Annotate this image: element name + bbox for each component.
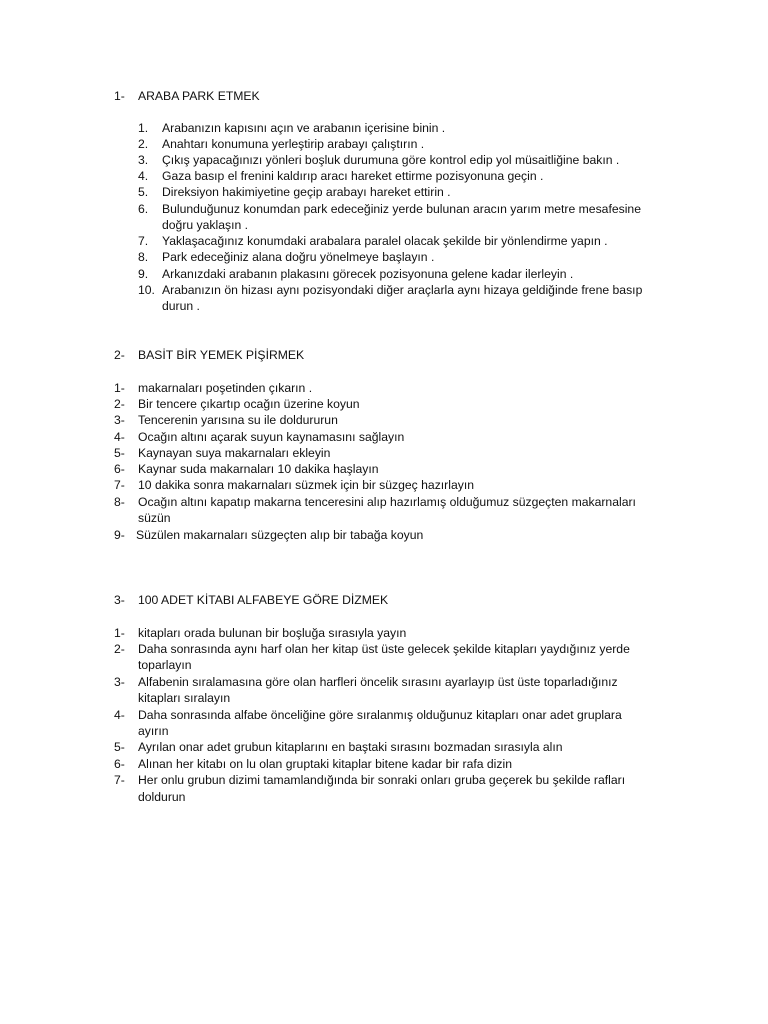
list-item-number: 3.	[138, 153, 149, 167]
list-item-continuation: doğru yaklaşın .	[162, 218, 249, 232]
list-item-number: 1-	[114, 626, 125, 640]
list-item-number: 5.	[138, 185, 149, 199]
list-item-number: 4.	[138, 169, 149, 183]
list-item: Ocağın altını açarak suyun kaynamasını sağlayın	[138, 430, 405, 444]
list-item-number: 6-	[114, 462, 125, 476]
list-item-number: 9-	[114, 528, 125, 542]
list-item: Daha sonrasında alfabe önceliğine göre sıralanmış olduğunuz kitapları onar adet gruplara	[138, 708, 622, 722]
list-item: Her onlu grubun dizimi tamamlandığında bir sonraki onları gruba geçerek bu şekilde rafları	[138, 773, 626, 787]
list-item-number: 9.	[138, 267, 149, 281]
list-item-continuation: toparlayın	[138, 658, 192, 672]
list-item-number: 2-	[114, 397, 125, 411]
section-number: 2-	[114, 348, 125, 362]
list-item-number: 5-	[114, 446, 125, 460]
list-item-number: 7.	[138, 234, 149, 248]
list-item: Arabanızın kapısını açın ve arabanın içerisine binin .	[162, 121, 446, 135]
list-item: Ayrılan onar adet grubun kitaplarını en baştaki sırasını bozmadan sırasıyla alın	[138, 740, 563, 754]
list-item-number: 1.	[138, 121, 149, 135]
list-item-number: 2-	[114, 642, 125, 656]
list-item: Alınan her kitabı on lu olan gruptaki kitaplar bitene kadar bir rafa dizin	[138, 757, 512, 771]
list-item-number: 7-	[114, 478, 125, 492]
section-number: 3-	[114, 593, 125, 607]
list-item-number: 6.	[138, 202, 149, 216]
list-item-number: 10.	[138, 283, 155, 297]
list-item: Anahtarı konumuna yerleştirip arabayı çalıştırın .	[162, 137, 425, 151]
list-item-number: 1-	[114, 381, 125, 395]
list-item: Gaza basıp el frenini kaldırıp aracı hareket ettirme pozisyonuna geçin .	[162, 169, 544, 183]
list-item: Tencerenin yarısına su ile doldururun	[138, 413, 338, 427]
list-item: Süzülen makarnaları süzgeçten alıp bir tabağa koyun	[136, 528, 424, 542]
list-item: Daha sonrasında aynı harf olan her kitap üst üste gelecek şekilde kitapları yaydığınız yerde	[138, 642, 630, 656]
list-item-number: 3-	[114, 413, 125, 427]
list-item-number: 2.	[138, 137, 149, 151]
list-item-continuation: durun .	[162, 299, 200, 313]
section-title: ARABA PARK ETMEK	[138, 89, 260, 103]
list-item-number: 5-	[114, 740, 125, 754]
list-item-number: 4-	[114, 430, 125, 444]
list-item: 10 dakika sonra makarnaları süzmek için bir süzgeç hazırlayın	[138, 478, 474, 492]
list-item: Kaynayan suya makarnaları ekleyin	[138, 446, 331, 460]
list-item: Çıkış yapacağınızı yönleri boşluk durumuna göre kontrol edip yol müsaitliğine bakın .	[162, 153, 620, 167]
section-title: 100 ADET KİTABI ALFABEYE GÖRE DİZMEK	[138, 593, 389, 607]
list-item: makarnaları poşetinden çıkarın .	[138, 381, 313, 395]
list-item: Bir tencere çıkartıp ocağın üzerine koyun	[138, 397, 360, 411]
list-item: kitapları orada bulunan bir boşluğa sırasıyla yayın	[138, 626, 407, 640]
list-item-number: 3-	[114, 675, 125, 689]
list-item: Arabanızın ön hizası aynı pozisyondaki diğer araçlarla aynı hizaya geldiğinde frene basıp	[162, 283, 643, 297]
list-item: Arkanızdaki arabanın plakasını görecek pozisyonuna gelene kadar ilerleyin .	[162, 267, 574, 281]
list-item-number: 6-	[114, 757, 125, 771]
list-item: Direksiyon hakimiyetine geçip arabayı hareket ettirin .	[162, 185, 451, 199]
list-item-continuation: kitapları sıralayın	[138, 691, 231, 705]
section-number: 1-	[114, 89, 125, 103]
list-item-continuation: doldurun	[138, 790, 186, 804]
list-item-number: 8-	[114, 495, 125, 509]
list-item: Yaklaşacağınız konumdaki arabalara paralel olacak şekilde bir yönlendirme yapın .	[162, 234, 608, 248]
list-item-number: 4-	[114, 708, 125, 722]
list-item: Bulunduğunuz konumdan park edeceğiniz yerde bulunan aracın yarım metre mesafesine	[162, 202, 641, 216]
list-item: Alfabenin sıralamasına göre olan harfleri öncelik sırasını ayarlayıp üst üste toparladığınız	[138, 675, 618, 689]
list-item-number: 7-	[114, 773, 125, 787]
list-item: Kaynar suda makarnaları 10 dakika haşlayın	[138, 462, 379, 476]
list-item-continuation: süzün	[138, 511, 171, 525]
list-item: Park edeceğiniz alana doğru yönelmeye başlayın .	[162, 250, 435, 264]
list-item-continuation: ayırın	[138, 724, 169, 738]
list-item-number: 8.	[138, 250, 149, 264]
list-item: Ocağın altını kapatıp makarna tenceresini alıp hazırlamış olduğumuz süzgeçten makarnaları	[138, 495, 636, 509]
section-title: BASİT BİR YEMEK PİŞİRMEK	[138, 348, 305, 362]
